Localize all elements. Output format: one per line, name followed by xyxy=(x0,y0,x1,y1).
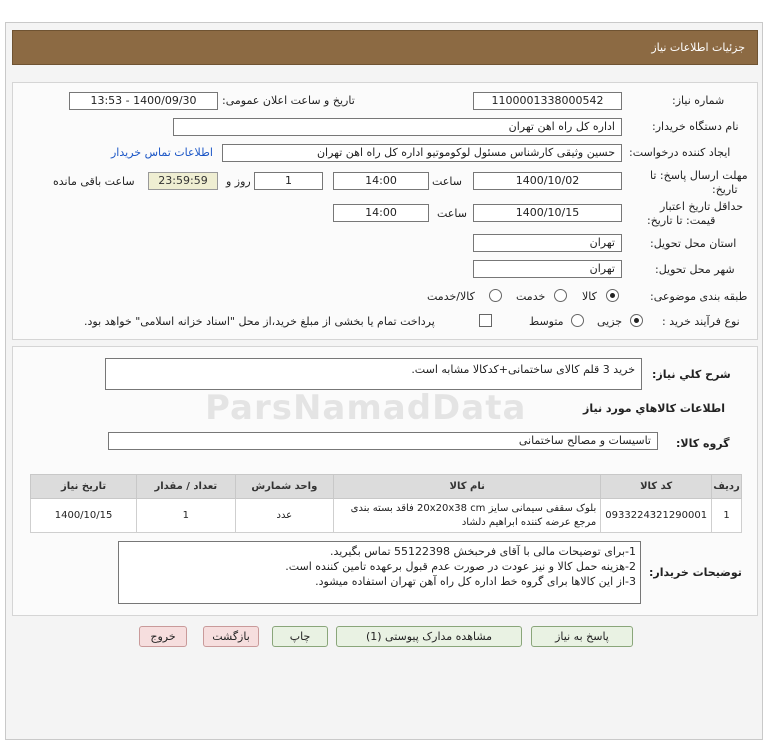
deadline-time-label: ساعت xyxy=(432,175,462,188)
validity-time-field: 14:00 xyxy=(333,204,429,222)
process-medium-radio[interactable] xyxy=(571,314,584,327)
category-service-label: خدمت xyxy=(516,290,546,303)
need-number-label: شماره نیاز: xyxy=(672,94,725,107)
buyer-notes-label: توضیحات خریدار: xyxy=(649,566,742,579)
attachments-button[interactable]: مشاهده مدارک پیوستی (1) xyxy=(336,626,522,647)
creator-field: حسین وثیقی کارشناس مسئول لوکوموتیو اداره کل راه اهن تهران xyxy=(222,144,622,162)
summary-label: شرح كلي نياز: xyxy=(652,368,731,381)
page-title: جزئیات اطلاعات نیاز xyxy=(651,41,745,54)
buyer-note-line: 3-از این کالاها برای گروه خط اداره کل راه آهن تهران استفاده میشود. xyxy=(315,575,636,588)
cell-code: 0933224321290001 xyxy=(601,499,712,533)
remaining-time-field: 23:59:59 xyxy=(148,172,218,190)
process-label: نوع فرآیند خرید : xyxy=(662,315,740,328)
city-label: شهر محل تحویل: xyxy=(655,263,735,276)
creator-label: ایجاد کننده درخواست: xyxy=(629,146,731,159)
col-unit: واحد شمارش xyxy=(235,475,334,499)
summary-field: خرید 3 قلم کالای ساختمانی+کدکالا مشابه است. xyxy=(105,358,642,390)
cell-qty: 1 xyxy=(137,499,235,533)
province-label: استان محل تحویل: xyxy=(650,237,737,250)
deadline-label: مهلت ارسال پاسخ: تا xyxy=(650,169,748,182)
city-field: تهران xyxy=(473,260,622,278)
buyer-notes-field xyxy=(118,541,641,604)
buyer-note-line: 1-برای توضیحات مالی با آقای فرحبخش 55122398 تماس بگیرید. xyxy=(329,545,636,558)
cell-unit: عدد xyxy=(235,499,334,533)
price-validity-label-2: قیمت: تا تاریخ: xyxy=(647,214,716,227)
goods-table-header xyxy=(31,475,742,499)
buyer-note-line: 2-هزینه حمل کالا و نیز عودت در صورت عدم قبول برعهده تامین کننده است. xyxy=(285,560,636,573)
goods-group-label: گروه كالا: xyxy=(676,437,730,450)
buyer-org-label: نام دستگاه خریدار: xyxy=(652,120,739,133)
announce-label: تاریخ و ساعت اعلان عمومی: xyxy=(222,94,355,107)
treasury-bond-note: پرداخت تمام یا بخشی از مبلغ خرید،از محل "اسناد خزانه اسلامی" خواهد بود. xyxy=(84,315,435,328)
category-both-radio[interactable] xyxy=(489,289,502,302)
days-field: 1 xyxy=(254,172,323,190)
reply-button[interactable]: پاسخ به نیاز xyxy=(531,626,633,647)
deadline-time-field: 14:00 xyxy=(333,172,429,190)
process-minor-radio[interactable] xyxy=(630,314,643,327)
back-button[interactable]: بازگشت xyxy=(203,626,259,647)
category-service-radio[interactable] xyxy=(554,289,567,302)
table-row xyxy=(31,499,742,533)
exit-button[interactable]: خروج xyxy=(139,626,187,647)
buyer-org-field: اداره کل راه اهن تهران xyxy=(173,118,622,136)
category-both-label: کالا/خدمت xyxy=(427,290,475,303)
category-label: طبقه بندی موضوعی: xyxy=(650,290,748,303)
goods-group-field: تاسیسات و مصالح ساختمانی xyxy=(108,432,658,450)
validity-time-label: ساعت xyxy=(437,207,467,220)
print-button[interactable]: چاپ xyxy=(272,626,328,647)
goods-section-title: اطلاعات كالاهاي مورد نياز xyxy=(583,402,725,415)
cell-name: بلوک سقفی سیمانی سایز 20x20x38 cm فاقد بسته بندی مرجع عرضه کننده ابراهیم دلشاد xyxy=(334,499,601,533)
treasury-bond-checkbox[interactable] xyxy=(479,314,492,327)
process-minor-label: جزیی xyxy=(597,315,623,328)
need-number-field: 1100001338000542 xyxy=(473,92,622,110)
validity-date-field: 1400/10/15 xyxy=(473,204,622,222)
cell-date: 1400/10/15 xyxy=(31,499,137,533)
category-goods-label: کالا xyxy=(582,290,597,303)
deadline-label-2: تاریخ: xyxy=(712,183,738,196)
col-qty: تعداد / مقدار xyxy=(137,475,235,499)
buyer-contact-link[interactable]: اطلاعات تماس خریدار xyxy=(111,146,213,159)
deadline-date-field: 1400/10/02 xyxy=(473,172,622,190)
province-field: تهران xyxy=(473,234,622,252)
days-label: روز و xyxy=(226,175,251,188)
announce-field: 1400/09/30 - 13:53 xyxy=(69,92,218,110)
col-code: کد کالا xyxy=(601,475,712,499)
col-date: تاریخ نیاز xyxy=(31,475,137,499)
remaining-label: ساعت باقی مانده xyxy=(53,175,135,188)
goods-table xyxy=(30,474,742,533)
cell-index: 1 xyxy=(712,499,742,533)
col-name: نام کالا xyxy=(334,475,601,499)
price-validity-label: حداقل تاریخ اعتبار xyxy=(660,200,744,213)
category-goods-radio[interactable] xyxy=(606,289,619,302)
process-medium-label: متوسط xyxy=(529,315,564,328)
col-index: ردیف xyxy=(712,475,742,499)
page-header xyxy=(12,30,758,65)
